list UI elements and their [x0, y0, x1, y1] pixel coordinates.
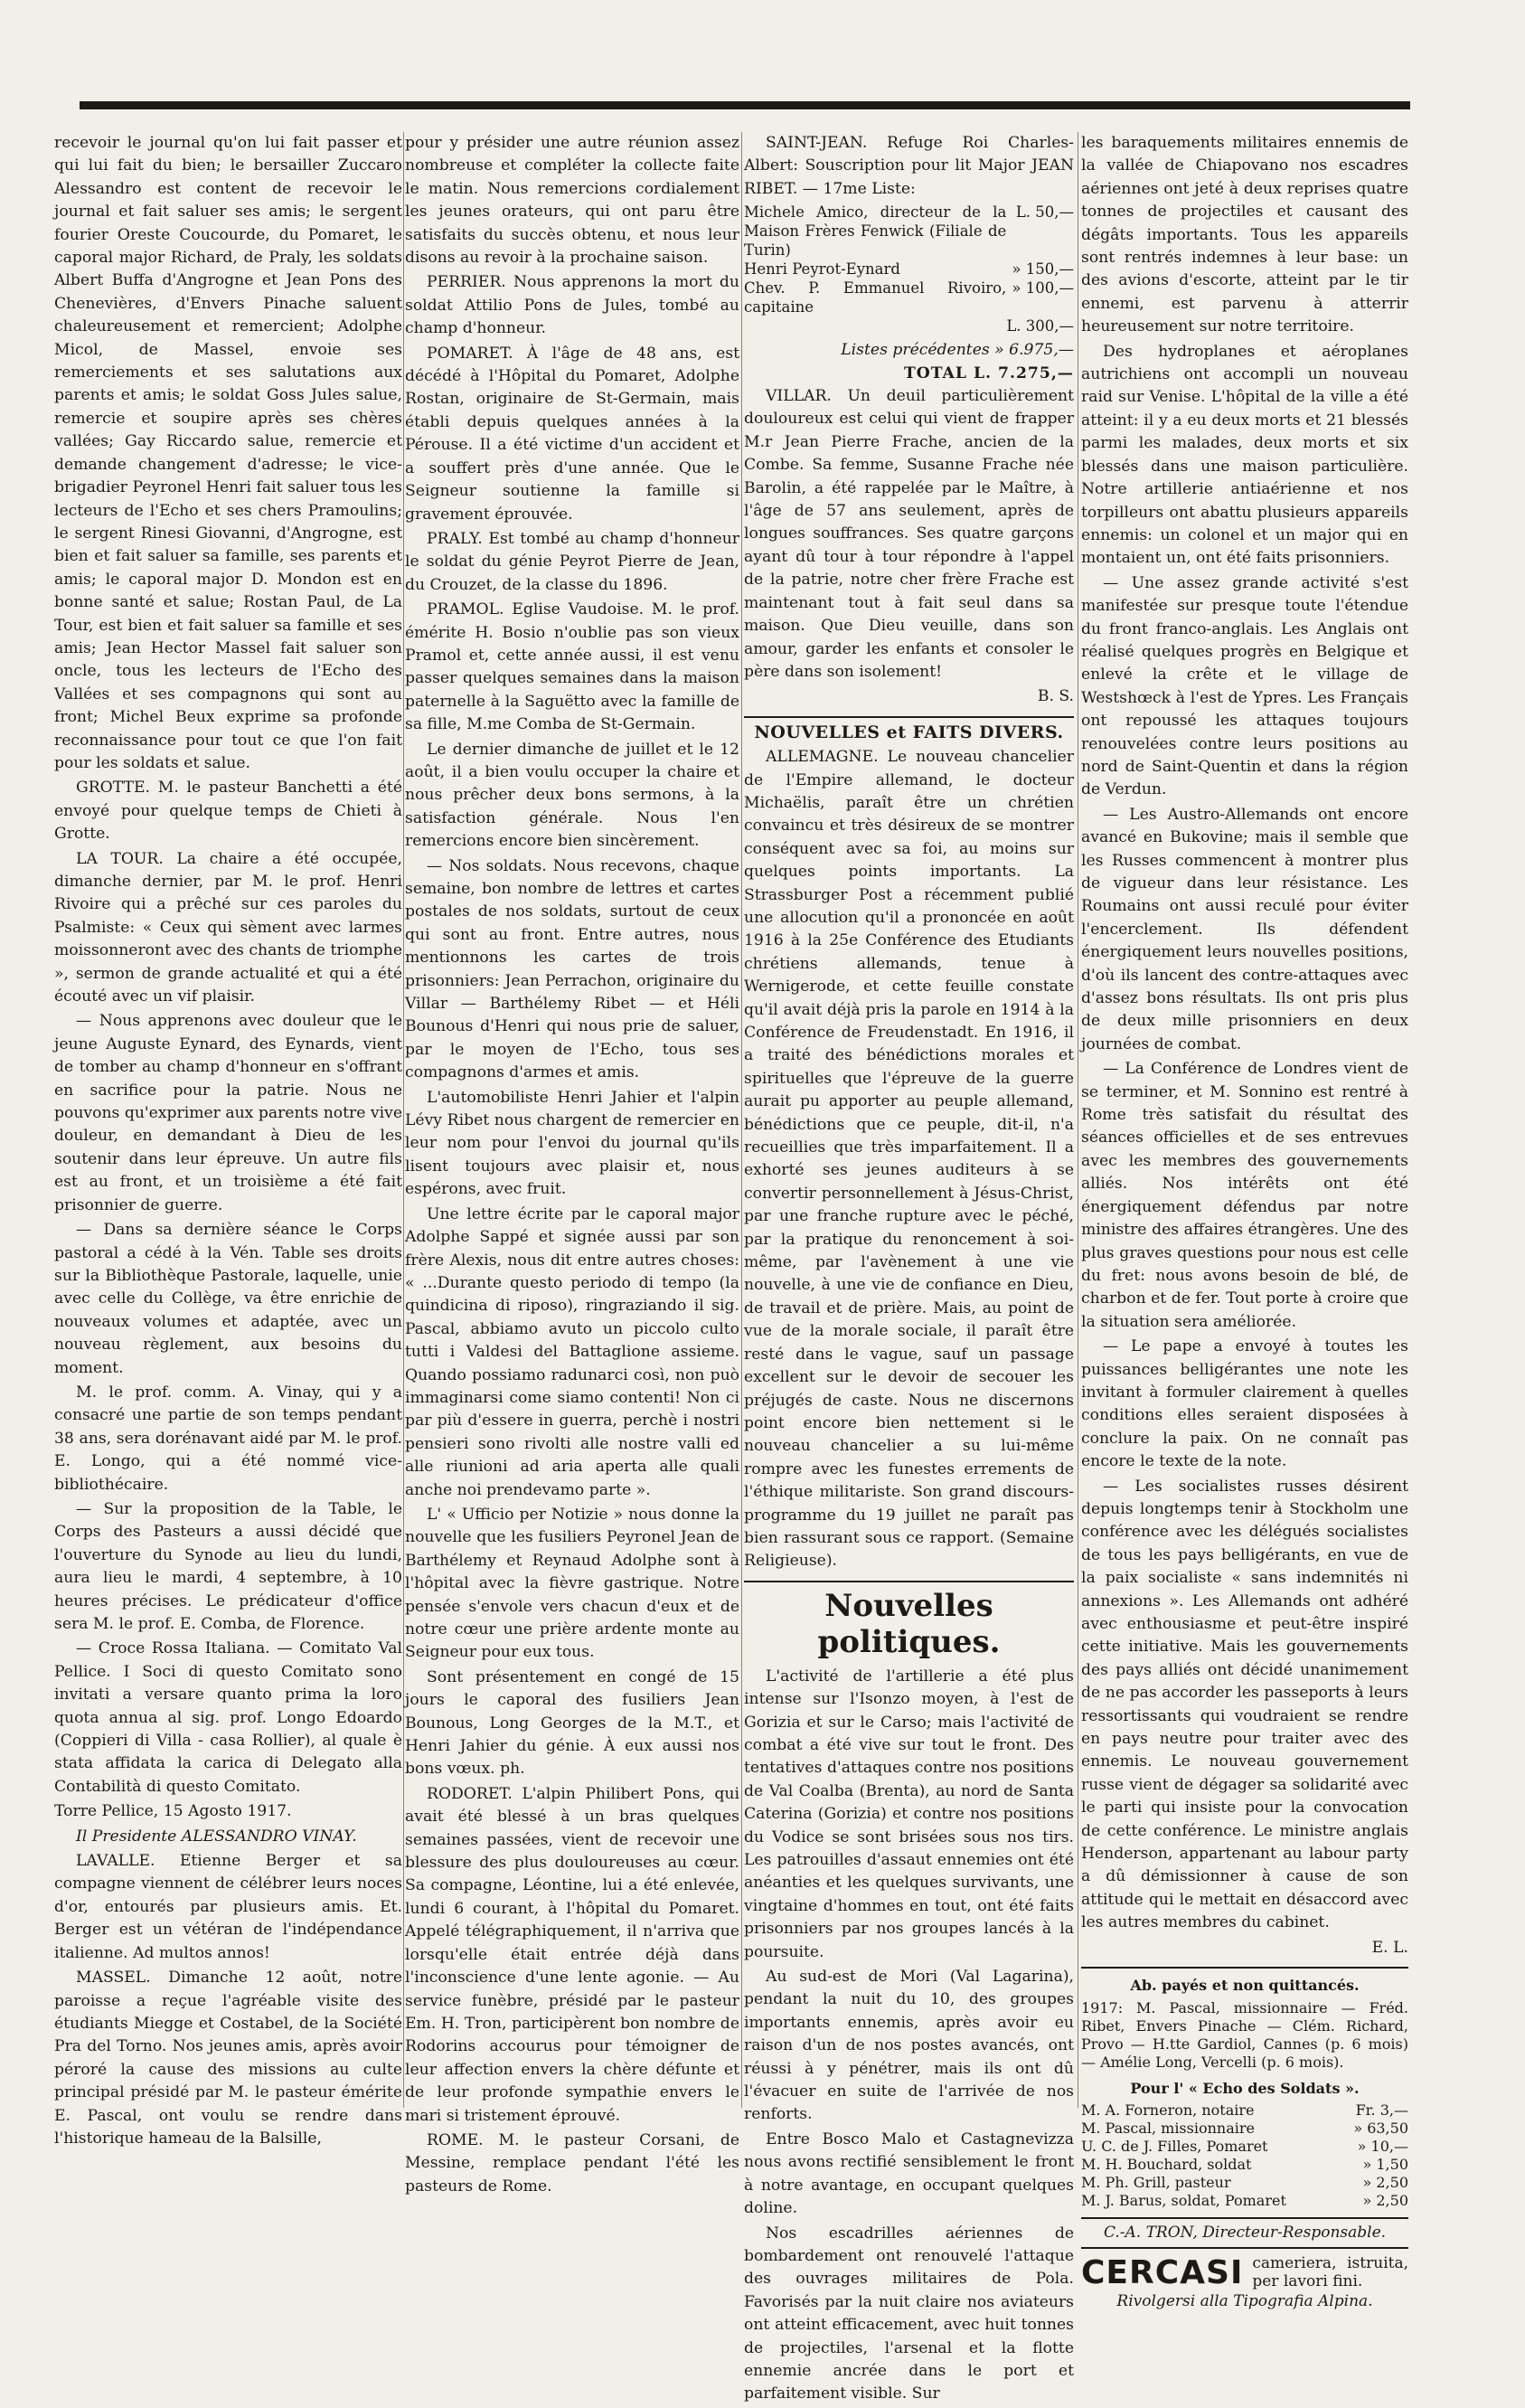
- paragraph: PERRIER. Nous apprenons la mort du soldat Attilio Pons de Jules, tombé au champ d'honneur.: [405, 273, 739, 338]
- donor-amount: » 2,50: [1362, 2191, 1408, 2209]
- paragraph: L'activité de l'artillerie a été plus intense sur l'Isonzo moyen, à l'est de Gorizia et sur le Carso; mais l'activité de combat a été vive sur tout le front. Des tentatives d'attaques contre nos positions de Val Coalba (Brenta), au nord de Santa Caterina (Gorizia) et contre nos positions du Vodice se sont brisées sous nos tirs. Les patrouilles d'assaut ennemies ont été anéanties et les quelques survivants, une vingtaine d'hommes en tout, ont été faits prisonniers par nos groupes lancés à la poursuite.: [744, 1667, 1074, 1961]
- donor-amount: » 2,50: [1362, 2173, 1408, 2191]
- subscriptions-box-title: Ab. payés et non quittancés.: [1130, 1977, 1360, 1995]
- donor-name: M. J. Barus, soldat, Pomaret: [1081, 2191, 1286, 2209]
- paragraph: — Croce Rossa Italiana. — Comitato Val Pellice. I Soci di questo Comitato sono invitati a versare quanto prima la loro quota annua al sig. prof. Longo Edoardo (Coppieri di Villa - casa Rollier), al quale è stata affidata la carica di Delegato alla Contabilità di questo Comitato.: [54, 1639, 402, 1796]
- paragraph: pour y présider une autre réunion assez nombreuse et compléter la collecte faite le matin. Nous remercions cordialement les jeunes orateurs, qui ont paru être satisfaits du succès obtenu, et nous leur disons au revoir à la prochaine saison.: [405, 134, 739, 268]
- paragraph: RODORET. L'alpin Philibert Pons, qui avait été blessé à un bras quelques semaines passées, vient de recevoir une blessure des plus douloureuses au cœur. Sa compagne, Léontine, lui a été enlevée, lundi 6 courant, à l'hôpital du Pomaret. Appelé télégraphiquement, il n'arriva que lorsqu'elle était entrée déjà dans l'inconscience d'une lente agonie. — Au service funèbre, présidé par le pasteur Em. H. Tron, participèrent bon nombre de Rodorins accourus pour témoigner de leur affection envers la chère défunte et de leur profonde sympathie envers le mari si tristement éprouvé.: [405, 1784, 739, 2125]
- table-row: [744, 260, 1074, 279]
- paragraph: Sont présentement en congé de 15 jours le caporal des fusiliers Jean Bounous, Long Georges de la M.T., et Henri Jahier du génie. À eux aussi nos bons vœux. ph.: [405, 1667, 739, 1779]
- paragraph: — Dans sa dernière séance le Corps pastoral a cédé à la Vén. Table ses droits sur la Bibliothèque Pastorale, laquelle, unie avec celle du Collège, va être enrichie de nouveaux volumes et adaptée, avec un nouveau règlement, aux besoins du moment.: [54, 1221, 402, 1377]
- soldiers-box-title: Pour l' « Echo des Soldats ».: [1130, 2079, 1360, 2097]
- paragraph: GROTTE. M. le pasteur Banchetti a été envoyé pour quelque temps de Chieti à Grotte.: [54, 779, 402, 844]
- donor-name: M. Ph. Grill, pasteur: [1081, 2173, 1231, 2191]
- paragraph: Le dernier dimanche de juillet et le 12 août, il a bien voulu occuper la chaire et nous prêcher deux bons sermons, à la satisfaction générale. Nous l'en remercions encore bien sincèrement.: [405, 740, 739, 851]
- table-row: [1081, 2138, 1408, 2156]
- paragraph: — La Conférence de Londres vient de se terminer, et M. Sonnino est rentré à Rome très satisfait du résultat des séances officielles et de ses entrevues avec les membres des gouvernements alliés. Nos intérêts ont été énergiquement défendus par notre ministre des affaires étrangères. Une des plus graves questions pour nous est celle du fret: nous avons besoin de blé, de charbon et de fer. Tout porte à croire que la situation sera améliorée.: [1081, 1060, 1408, 1331]
- table-row: [744, 279, 1074, 316]
- paragraph: recevoir le journal qu'on lui fait passer et qui lui fait du bien; le bersailler Zuccaro Alessandro est content de recevoir le journal et fait saluer ses amis; le sergent fourier Oreste Coucourde, du Pomaret, le caporal major Richard, de Praly, les soldats Albert Buffa d'Angrogne et Jean Pons des Chenevières, d'Envers Pinache saluent chaleureusement et remercient; Adolphe Micol, de Massel, envoie ses remerciements et ses salutations aux parents et amis; le soldat Goss Jules salue, remercie et soupire après ses chères vallées; Gay Riccardo salue, remercie et demande changement d'adresse; le vice-brigadier Peyronel Henri fait saluer tous les lecteurs de l'Echo et ses chers Pramoulins; le sergent Rinesi Giovanni, d'Angrogne, est bien et fait saluer sa famille, ses parents et amis; le caporal major D. Mondon est en bonne santé et salue; Rostan Paul, de La Tour, est bien et fait saluer sa famille et ses amis; Jean Hector Massel fait saluer son oncle, tous les lecteurs de l'Echo des Vallées et ses compagnons qui sont au front; Michel Beux exprime sa profonde reconnaissance pour tout ce que l'on fait pour les soldats et salue.: [54, 134, 402, 772]
- manager-line: C.-A. TRON, Directeur-Responsable.: [1081, 2217, 1408, 2249]
- paragraph: L' « Ufficio per Notizie » nous donne la nouvelle que les fusiliers Peyronel Jean de Barthélemy et Reynaud Adolphe sont à l'hôpital avec la fièvre gastrique. Notre pensée s'envole vers chacun d'eux et de notre cœur une prière ardente monte au Seigneur pour eux tous.: [405, 1505, 739, 1662]
- table-row: [1081, 2174, 1408, 2192]
- donor-name: M. Pascal, missionnaire: [1081, 2119, 1255, 2137]
- signature: E. L.: [1371, 1938, 1408, 1957]
- subscription-total: TOTAL L. 7.275,—: [903, 364, 1074, 382]
- paragraph: VILLAR. Un deuil particulièrement douloureux est celui qui vient de frapper M.r Jean Pierre Frache, ancien de la Combe. Sa femme, Susanne Frache née Barolin, a été rappelée par le Maître, à l'âge de 57 ans seulement, après de longues souffrances. Ses quatre garçons ayant dû tour à tour répondre à l'appel de la patrie, notre cher frère Frache est maintenant tout à fait seul dans sa maison. Que Dieu veuille, dans son amour, garder les enfants et consoler le père dans son isolement!: [744, 387, 1074, 681]
- table-row: [1081, 2192, 1408, 2210]
- column-divider: [403, 132, 404, 2108]
- table-row: [744, 203, 1074, 260]
- paragraph: Une lettre écrite par le caporal major Adolphe Sappé et signée aussi par son frère Alexis, nous dit entre autres choses: « ...Durante questo periodo di tempo (la quindicina di riposo), ringraziando il sig. Pascal, abbiamo avuto un piccolo culto tutti i Valdesi del Battaglione assieme. Quando possiamo radunarci così, non può immaginarsi come siamo contenti! Non ci par più d'essere in guerra, perchè i nostri pensieri sono rivolti alle nostre valli ed alle riunioni ad aria aperta alle quali anche noi prendevamo parte ».: [405, 1204, 739, 1499]
- paragraph: MASSEL. Dimanche 12 août, notre paroisse a reçue l'agréable visite des étudiants Miegge et Costabel, de la Société Pra del Torno. Nos jeunes amis, après avoir péroré la cause des missions au culte principal présidé par M. le pasteur émérite E. Pascal, ont voulu se rendre dans l'historique hameau de la Balsille,: [54, 1969, 402, 2148]
- paragraph: — Nos soldats. Nous recevons, chaque semaine, bon nombre de lettres et cartes postales de nos soldats, surtout de ceux qui sont au front. Entre autres, nous mentionnons les cartes de trois prisonniers: Jean Perrachon, originaire du Villar — Barthélemy Ribet — et Héli Bounous d'Henri qui nous prie de saluer, par le moyen de l'Echo, tous ses compagnons d'armes et amis.: [405, 856, 739, 1082]
- table-row: [1081, 2120, 1408, 2138]
- paragraph: PRAMOL. Eglise Vaudoise. M. le prof. émérite H. Bosio n'oublie pas son vieux Pramol et, cette année aussi, il est venu passer quelques semaines dans la maison paternelle à la Saguëtto avec la famille de sa fille, M.me Comba de St-Germain.: [405, 600, 739, 734]
- paragraph: Entre Bosco Malo et Castagnevizza nous avons rectifié sensiblement le front à notre avantage, en occupant quelques doline.: [744, 2129, 1074, 2218]
- paragraph: ALLEMAGNE. Le nouveau chancelier de l'Empire allemand, le docteur Michaëlis, paraît être un chrétien convaincu et très désireux de se montrer conséquent avec sa foi, au moins sur quelques points importants. La Strassburger Post a récemment publié une allocution qu'il a prononcée en août 1916 à la 25e Conférence des Etudiants chrétiens allemands, tenue à Wernigerode, et cette feuille constate qu'il avait déjà pris la parole en 1914 à la Conférence de Freudenstadt. En 1916, il a traité des bénédictions morales et spirituelles que l'épreuve de la guerre aurait pu apporter au peuple allemand, bénédictions que ce peuple, dit-il, n'a recueillies que très imparfaitement. Il a exhorté ses jeunes auditeurs à se convertir personnellement à Jésus-Christ, par une franche rupture avec le péché, par la pratique du renoncement à soi-même, par l'avènement à une vie nouvelle, à une vie de confiance en Dieu, de travail et de prière. Mais, au point de vue de la morale sociale, il paraît être resté dans le vague, sauf un passage excellent sur le devoir de secouer les préjugés de caste. Nous ne discernons point encore bien nettement si le nouveau chancelier a su lui-même rompre avec les funestes errements de l'éthique militariste. Son grand discours-programme du 19 juillet ne paraît pas bien rassurant sous ce rapport. (Semaine Religieuse).: [744, 748, 1074, 1571]
- donor-name: Henri Peyrot-Eynard: [744, 260, 900, 279]
- previous-lists: Listes précédentes » 6.975,—: [841, 341, 1074, 360]
- paragraph: LAVALLE. Etienne Berger et sa compagne viennent de célébrer leurs noces d'or, entourés par plusieurs amis. Et. Berger est un vétéran de l'indépendance italienne. Ad multos annos!: [54, 1852, 402, 1962]
- donor-amount: » 1,50: [1362, 2155, 1408, 2173]
- donor-name: M. A. Forneron, notaire: [1081, 2101, 1255, 2119]
- paragraph: LA TOUR. La chaire a été occupée, dimanche dernier, par M. le prof. Henri Rivoire qui a prêché sur ces paroles du Psalmiste: « Ceux qui sèment avec larmes moissonneront avec des chants de triomphe », sermon de grande actualité et qui a été écouté avec un vif plaisir.: [54, 849, 402, 1006]
- paragraph: — Nous apprenons avec douleur que le jeune Auguste Eynard, des Eynards, vient de tomber au champ d'honneur en s'offrant en sacrifice pour la patrie. Nous ne pouvons qu'exprimer aux parents notre vive douleur, en demandant à Dieu de les soutenir dans leur épreuve. Un autre fils est au front, et un troisième a été fait prisonnier de guerre.: [54, 1012, 402, 1214]
- ad-contact: Rivolgersi alla Tipografia Alpina.: [1116, 2292, 1373, 2311]
- paragraph: — Les Austro-Allemands ont encore avancé en Bukovine; mais il semble que les Russes commencent à montrer plus de vigueur dans leur résistance. Les Roumains ont aussi reculé pour éviter l'encerclement. Ils défendent énergiquement leurs nouvelles positions, d'où ils lancent des contre-attaques avec d'assez bons résultats. Ils ont pris plus de deux mille prisonniers en deux journées de combat.: [1081, 805, 1408, 1053]
- paragraph: L'automobiliste Henri Jahier et l'alpin Lévy Ribet nous chargent de remercier en leur nom pour l'envoi du journal qu'ils lisent toujours avec plaisir et, nous espérons, avec fruit.: [405, 1088, 739, 1199]
- paragraph: — Le pape a envoyé à toutes les puissances belligérantes une note les invitant à formuler clairement à quelles conditions elles seraient disposées à conclure la paix. On ne connaît pas encore le texte de la note.: [1081, 1337, 1408, 1471]
- paragraph: ROME. M. le pasteur Corsani, de Messine, remplace pendant l'été les pasteurs de Rome.: [405, 2130, 739, 2196]
- column-4: [1081, 132, 1408, 2314]
- subscription-table: [744, 203, 1074, 335]
- ad-keyword: CERCASI: [1081, 2253, 1244, 2291]
- donor-amount: » 150,—: [1012, 260, 1074, 279]
- paragraph: POMARET. À l'âge de 48 ans, est décédé à l'Hôpital du Pomaret, Adolphe Rostan, originaire de St-Germain, mais établi depuis quelques années à la Pérouse. Il a été victime d'un accident et a souffert près d'une année. Que le Seigneur soutienne la famille si gravement éprouvée.: [405, 344, 739, 524]
- table-row: [1081, 2101, 1408, 2120]
- paragraph: Nos escadrilles aériennes de bombardement ont renouvelé l'attaque des ouvrages militaires de Pola. Favorisés par la nuit claire nos aviateurs ont atteint efficacement, avec huit tonnes de projectiles, l'arsenal et la flotte ennemie ancrée dans le port et parfaitement visible. Sur: [744, 2224, 1074, 2403]
- subscription-header: SAINT-JEAN. Refuge Roi Charles-Albert: Souscription pour lit Major JEAN RIBET. — 17me Liste:: [744, 134, 1074, 198]
- subtotal: L. 300,—: [1006, 317, 1074, 335]
- paragraph: PRALY. Est tombé au champ d'honneur le soldat du génie Peyrot Pierre de Jean, du Crouzet, de la classe du 1896.: [405, 529, 739, 594]
- donor-amount: » 63,50: [1353, 2119, 1408, 2137]
- soldiers-donations-table: [1081, 2101, 1408, 2210]
- divider: [744, 1581, 1074, 1582]
- column-3: [744, 132, 1074, 2408]
- donor-amount: L. 50,—: [1015, 203, 1074, 222]
- divider: [1081, 1967, 1408, 1969]
- donor-name: M. H. Bouchard, soldat: [1081, 2155, 1252, 2173]
- donor-amount: » 10,—: [1357, 2137, 1408, 2155]
- ad-text: cameriera, istruita, per lavori fini.: [1252, 2254, 1408, 2291]
- top-rule: [80, 101, 1410, 109]
- donor-name: U. C. de J. Filles, Pomaret: [1081, 2137, 1268, 2155]
- section-heading: NOUVELLES et FAITS DIVERS.: [754, 722, 1064, 742]
- paragraph: Des hydroplanes et aéroplanes autrichiens ont accompli un nouveau raid sur Venise. L'hôpital de la ville a été atteint: il y a eu deux morts et 21 blessés parmi les malades, deux morts et six blessés dans une maison particulière. Notre artillerie antiaérienne et nos torpilleurs ont abattu plusieurs appareils ennemis: un colonel et un major qui en montaient un, ont été faits prisonniers.: [1081, 342, 1408, 568]
- paragraph: Au sud-est de Mori (Val Lagarina), pendant la nuit du 10, des groupes importants ennemis, après avoir eu raison d'un de nos postes avancés, ont réussi à y pénétrer, mais ils ont dû l'évacuer en suite de l'arrivée de nos renforts.: [744, 1968, 1074, 2124]
- subscriptions-box-text: 1917: M. Pascal, missionnaire — Fréd. Ribet, Envers Pinache — Clém. Richard, Provo — H.tte Gardiol, Cannes (p. 6 mois) — Amélie Long, Vercelli (p. 6 mois).: [1081, 1998, 1408, 2071]
- paragraph: — Les socialistes russes désirent depuis longtemps tenir à Stockholm une conférence avec les délégués socialistes de tous les pays belligérants, en vue de la paix socialiste « sans indemnités ni annexions ». Les Allemands ont adhéré avec enthousiasme et peut-être inspiré cette initiative. Mais les gouvernements des pays alliés ont décidé unanimement de ne pas accorder les passeports à leurs ressortissants qui voudraient se rendre en pays neutre pour traiter avec des ennemis. Le nouveau gouvernement russe vient de dégager sa solidarité avec le parti qui insiste pour la convocation de cette conférence. Le ministre anglais Henderson, appartenant au labour party a dû démissionner à cause de son attitude qui le mettait en désaccord avec les autres membres du cabinet.: [1081, 1477, 1408, 1932]
- table-row: [744, 316, 1074, 335]
- donor-amount: Fr. 3,—: [1355, 2101, 1408, 2119]
- donor-name: [744, 316, 1006, 335]
- signature: Il Presidente ALESSANDRO VINAY.: [76, 1827, 357, 1846]
- column-1: [54, 132, 402, 2152]
- politics-heading: Nouvelles politiques.: [817, 1587, 1001, 1660]
- donor-name: Chev. P. Emmanuel Rivoiro, capitaine: [744, 279, 1007, 316]
- table-row: [1081, 2156, 1408, 2174]
- column-2: [405, 132, 739, 2200]
- classified-ad: [1081, 2254, 1408, 2290]
- paragraph: M. le prof. comm. A. Vinay, qui y a consacré une partie de son temps pendant 38 ans, sera dorénavant aidé par M. le prof. E. Longo, qui a été nommé vice-bibliothécaire.: [54, 1383, 402, 1494]
- signature: B. S.: [1037, 687, 1074, 706]
- divider: [744, 716, 1074, 718]
- paragraph: les baraquements militaires ennemis de la vallée de Chiapovano nos escadres aériennes ont jeté à deux reprises quatre tonnes de projectiles et causant des dégâts importants. Tous les appareils sont rentrés indemnes à leur base: un des avions d'escorte, atteint par le tir ennemi, est parvenu à atterrir heureusement sur notre territoire.: [1081, 134, 1408, 336]
- donor-amount: » 100,—: [1012, 279, 1074, 297]
- paragraph: — Sur la proposition de la Table, le Corps des Pasteurs a aussi décidé que l'ouverture du Synode au lieu du lundi, aura lieu le mardi, 4 septembre, à 10 heures précises. Le prédicateur d'office sera M. le prof. E. Comba, de Florence.: [54, 1499, 402, 1633]
- paragraph: — Une assez grande activité s'est manifestée sur presque toute l'étendue du front franco-anglais. Les Anglais ont réalisé quelques progrès en Belgique et enlevé la crête et le village de Westshœck à l'est de Ypres. Les Français ont repoussé les attaques toujours renouvelées contre leurs positions au nord de Saint-Quentin et dans la région de Verdun.: [1081, 573, 1408, 799]
- donor-name: Michele Amico, directeur de la Maison Frères Fenwick (Filiale de Turin): [744, 203, 1007, 260]
- column-divider: [741, 132, 742, 2108]
- dateline: Torre Pellice, 15 Agosto 1917.: [54, 1802, 292, 1821]
